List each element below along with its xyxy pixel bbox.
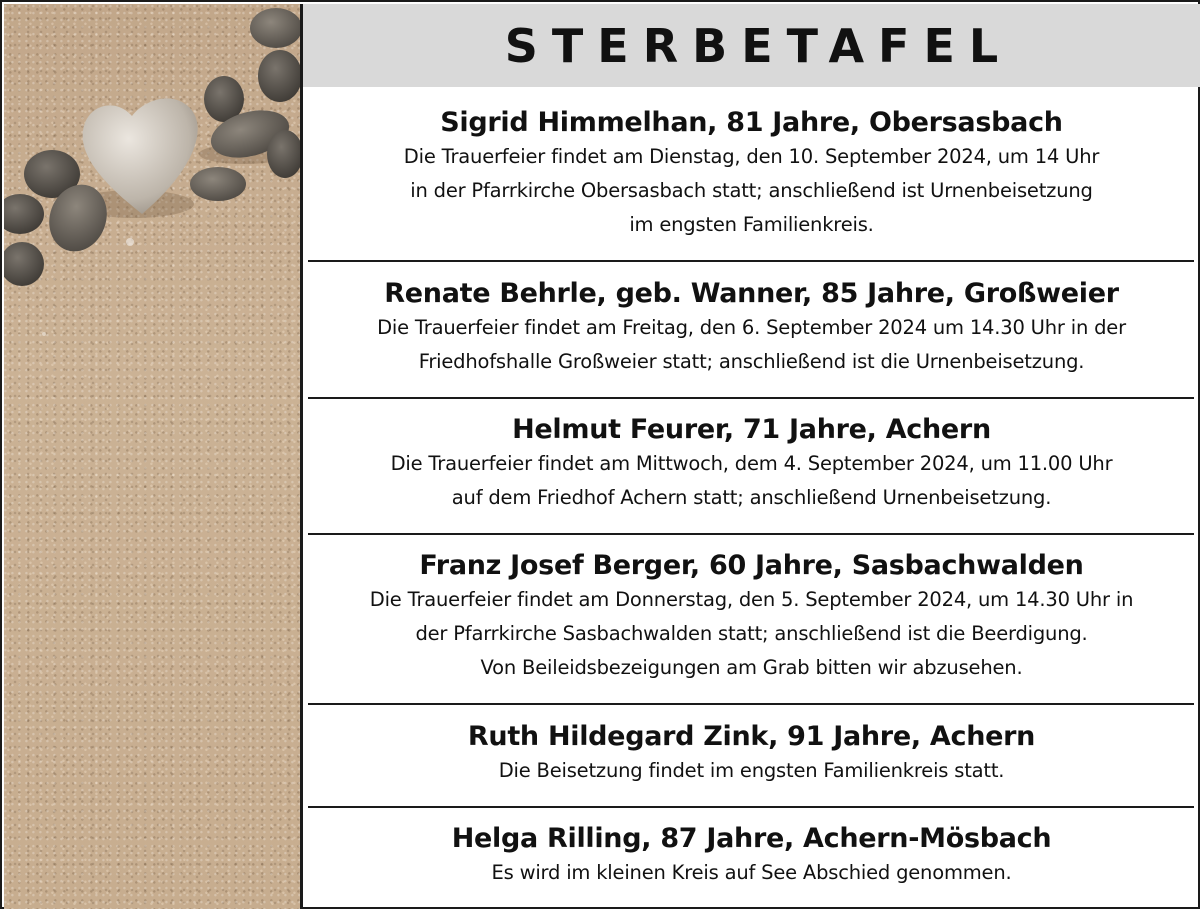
entry-divider: [308, 397, 1194, 399]
obituary-list: [303, 87, 1200, 909]
entry-divider: [308, 703, 1194, 705]
obituary-entry: [303, 277, 1200, 379]
header-bar: [303, 4, 1200, 87]
entry-name: Helga Rilling, 87 Jahre, Achern-Mösbach: [451, 823, 1052, 854]
obituary-entry: [303, 106, 1200, 242]
page-title: STERBETAFEL: [504, 18, 1013, 73]
entry-divider: [308, 260, 1194, 262]
entry-text-line: Die Trauerfeier findet am Dienstag, den 10. September 2024, um 14 Uhr: [403, 145, 1100, 168]
entry-text-line: Die Trauerfeier findet am Freitag, den 6. September 2024 um 14.30 Uhr in der: [377, 316, 1126, 339]
entry-text-line: Die Beisetzung findet im engsten Familienkreis statt.: [498, 759, 1005, 782]
entry-divider: [308, 533, 1194, 535]
entry-text-line: auf dem Friedhof Achern statt; anschließend Urnenbeisetzung.: [451, 486, 1052, 509]
entry-text-line: Friedhofshalle Großweier statt; anschließend ist die Urnenbeisetzung.: [418, 350, 1085, 373]
obituary-entry: [303, 413, 1200, 515]
entry-name: Helmut Feurer, 71 Jahre, Achern: [512, 414, 991, 445]
entry-name: Sigrid Himmelhan, 81 Jahre, Obersasbach: [440, 107, 1063, 138]
entry-name: Franz Josef Berger, 60 Jahre, Sasbachwalden: [419, 550, 1084, 581]
heart-stones-icon: [4, 4, 300, 909]
entry-text-line: Es wird im kleinen Kreis auf See Abschied genommen.: [491, 861, 1012, 884]
entry-text-line: in der Pfarrkirche Obersasbach statt; anschließend ist Urnenbeisetzung: [410, 179, 1093, 202]
entry-text-line: der Pfarrkirche Sasbachwalden statt; anschließend ist die Beerdigung.: [415, 622, 1088, 645]
entry-text-line: Von Beileidsbezeigungen am Grab bitten wir abzusehen.: [480, 656, 1023, 679]
obituary-entry: [303, 549, 1200, 685]
entry-text-line: Die Trauerfeier findet am Mittwoch, dem 4. September 2024, um 11.00 Uhr: [390, 452, 1113, 475]
obituary-entry: [303, 822, 1200, 890]
entry-divider: [308, 806, 1194, 808]
entry-name: Renate Behrle, geb. Wanner, 85 Jahre, Großweier: [384, 278, 1119, 309]
sand-stones-image: [4, 4, 300, 909]
entry-text-line: Die Trauerfeier findet am Donnerstag, den 5. September 2024, um 14.30 Uhr in: [369, 588, 1134, 611]
obituary-entry: [303, 720, 1200, 788]
entry-text-line: im engsten Familienkreis.: [629, 213, 874, 236]
entry-name: Ruth Hildegard Zink, 91 Jahre, Achern: [467, 721, 1036, 752]
